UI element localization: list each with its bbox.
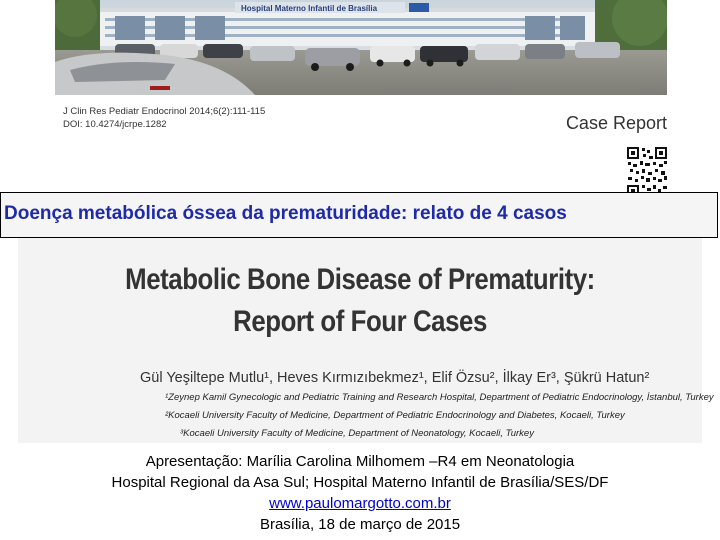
- presenter-line: Apresentação: Marília Carolina Milhomem –R4 em Neonatologia: [145, 453, 575, 470]
- affiliation-2: ²Kocaeli University Faculty of Medicine, Department of Pediatric Endocrinology and Diabetes, Kocaeli, Turkey: [165, 410, 625, 421]
- hospital-photo-illustration: [55, 0, 667, 95]
- affiliation-3: ³Kocaeli University Faculty of Medicine, Department of Neonatology, Kocaeli, Turkey: [180, 428, 534, 439]
- website-line: [0, 495, 720, 513]
- portuguese-title: Doença metabólica óssea da prematuridade: relato de 4 casos: [4, 203, 567, 224]
- website-link[interactable]: www.paulomargotto.com.br: [269, 495, 451, 512]
- paper-authors: Gül Yeşiltepe Mutlu¹, Heves Kırmızıbekmez¹, Elif Özsu², İlkay Er³, Şükrü Hatun²: [140, 370, 650, 386]
- citation-line-1: J Clin Res Pediatr Endocrinol 2014;6(2):111-115: [63, 106, 266, 117]
- date-line: Brasília, 18 de março de 2015: [259, 516, 461, 533]
- journal-citation: [63, 105, 265, 131]
- hospital-sign-text: Hospital Materno Infantil de Brasília: [241, 4, 378, 13]
- portuguese-title-box: [0, 192, 718, 238]
- case-report-label: Case Report: [565, 113, 667, 133]
- paper-title-line-2: Report of Four Cases: [233, 305, 487, 338]
- journal-header: [55, 95, 667, 143]
- citation-line-2: DOI: 10.4274/jcrpe.1282: [63, 119, 167, 130]
- hospital-photo: [55, 0, 667, 95]
- paper-title-line-1: Metabolic Bone Disease of Prematurity:: [125, 263, 595, 296]
- hospital-line: Hospital Regional da Asa Sul; Hospital Materno Infantil de Brasília/SES/DF: [111, 474, 609, 491]
- affiliation-1: ¹Zeynep Kamil Gynecologic and Pediatric Training and Research Hospital, Department of Pediatric Endocrinology, İstanbul, Turkey: [165, 392, 714, 403]
- qr-code-icon: [625, 145, 669, 199]
